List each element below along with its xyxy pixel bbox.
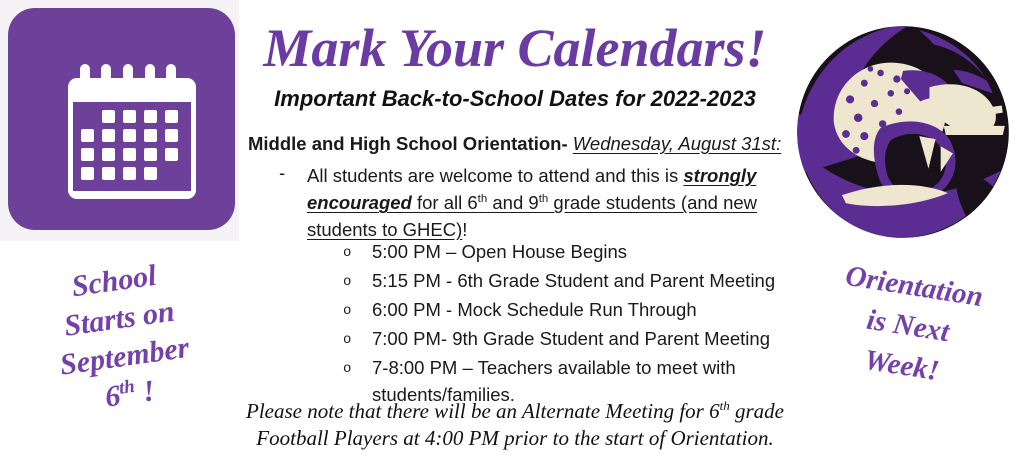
- school-note-bang: !: [133, 374, 157, 410]
- school-note-line: September: [57, 330, 192, 382]
- schedule-item-text: 7-8:00 PM – Teachers available to meet with students/families.: [372, 357, 736, 405]
- schedule-item-text: 5:15 PM - 6th Grade Student and Parent Meeting: [372, 270, 776, 291]
- dash-bullet: -: [279, 162, 286, 183]
- schedule-item: [343, 296, 817, 325]
- school-note-line: School: [69, 258, 159, 304]
- school-starts-note: [12, 249, 231, 427]
- school-note-date: 6: [102, 378, 123, 414]
- schedule-item: [343, 325, 817, 354]
- ordinal-suffix: th: [117, 375, 136, 399]
- schedule-item: [343, 238, 817, 267]
- schedule-item-text: 7:00 PM- 9th Grade Student and Parent Meeting: [372, 328, 770, 349]
- circle-bullet: o: [343, 361, 352, 377]
- circle-bullet: o: [343, 303, 352, 319]
- orientation-next-week-note: [792, 250, 1024, 402]
- footnote-text: Please note that there will be an Alternate Meeting for 6: [246, 399, 720, 423]
- circle-bullet: o: [343, 245, 352, 261]
- jaguar-mascot-logo: [791, 20, 1015, 244]
- circle-bullet: o: [343, 274, 352, 290]
- dash-item-text: grade students (and new students to GHEC): [307, 192, 758, 240]
- page-title: Mark Your Calendars!: [263, 18, 767, 78]
- schedule-item-text: 5:00 PM – Open House Begins: [372, 241, 628, 262]
- schedule-list: [343, 238, 817, 408]
- dash-bullet-item: [307, 162, 795, 243]
- ordinal-suffix: th: [538, 192, 549, 205]
- ordinal-suffix: th: [719, 398, 730, 413]
- footnote-text: grade Football Players at 4:00 PM prior to the start of Orientation.: [256, 399, 784, 450]
- footnote: [227, 398, 803, 451]
- jaguar-mascot-svg: [791, 20, 1015, 244]
- calendar-icon: [8, 8, 235, 230]
- page-subtitle: Important Back-to-School Dates for 2022-2023: [274, 86, 756, 111]
- orientation-note-line: Week!: [862, 343, 942, 388]
- calendar-icon-svg: [8, 8, 235, 230]
- orientation-heading: [248, 133, 781, 155]
- dash-item-text: for all 6: [411, 192, 478, 213]
- orientation-date: Wednesday, August 31st:: [572, 133, 782, 154]
- circle-bullet: o: [343, 332, 352, 348]
- orientation-note-line: is Next: [864, 303, 952, 349]
- ordinal-suffix: th: [477, 192, 488, 205]
- dash-item-text: All students are welcome to attend and this is: [307, 165, 684, 186]
- orientation-note-line: Orientation: [843, 259, 986, 314]
- orientation-heading-label: Middle and High School Orientation-: [248, 133, 573, 154]
- school-note-line: Starts on: [62, 294, 177, 343]
- dash-item-text: !: [462, 219, 468, 240]
- dash-item-text: and 9: [487, 192, 539, 213]
- emphasized-phrase: strongly encouraged: [307, 165, 757, 213]
- schedule-item-text: 6:00 PM - Mock Schedule Run Through: [372, 299, 697, 320]
- schedule-item: [343, 267, 817, 296]
